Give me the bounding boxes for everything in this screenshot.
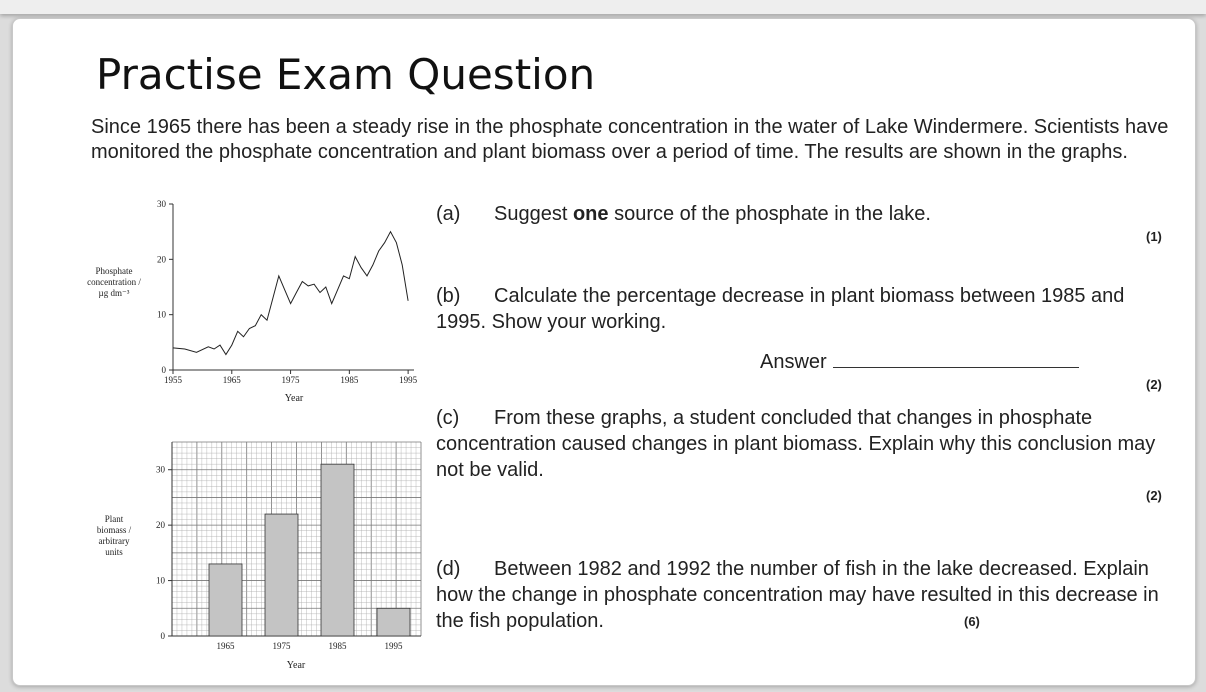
x-tick-label: 1965 [216, 641, 235, 651]
bar [209, 564, 242, 636]
question-b: (b) Calculate the percentage decrease in plant biomass between 1985 and 1995. Show your working. [436, 285, 1125, 333]
bar [265, 514, 298, 636]
y-tick-label: 20 [156, 520, 165, 531]
answer-label: Answer [760, 351, 827, 373]
question-d: (d) Between 1982 and 1992 the number of fish in the lake decreased. Explain how the change in phosphate concentration may have resulted in this decrease in the fish population. [436, 558, 1159, 632]
question-id: (a) [436, 203, 461, 225]
phosphate-series-line [173, 232, 408, 355]
x-axis-label: Year [286, 660, 306, 671]
bar [321, 464, 354, 636]
x-tick-label: 1995 [399, 375, 418, 385]
question-c: (c) From these graphs, a student concluded that changes in phosphate concentration caused changes in plant biomass. Explain why this conclusion may not be valid. [436, 407, 1156, 481]
question-id: (c) [436, 407, 460, 429]
y-tick-label: 0 [161, 365, 166, 375]
y-tick-label: 20 [157, 254, 166, 265]
bar [377, 608, 410, 636]
marks-d: (6) [964, 614, 980, 629]
y-axis-label-line: µg dm⁻³ [98, 288, 130, 298]
plant-biomass-bar-chart [76, 436, 426, 676]
phosphate-line-chart [76, 196, 426, 408]
y-axis-label [97, 514, 132, 557]
x-axis-label: Year [284, 393, 304, 404]
marks-a: (1) [1146, 229, 1162, 244]
y-tick-label: 0 [160, 631, 165, 641]
y-axis-label-line: arbitrary [98, 536, 130, 546]
page-title: Practise Exam Question [96, 50, 596, 99]
y-tick-label: 30 [157, 199, 166, 209]
y-axis-label-line: Plant [104, 514, 124, 524]
y-axis-label-line: biomass / [96, 525, 132, 535]
intro-text: Since 1965 there has been a steady rise in the phosphate concentration in the water of Lake Windermere. Scientists have monitored the phosphate concentration and plant biomass over a period of time. The results are shown in the graphs. [91, 116, 1169, 163]
y-tick-label: 10 [156, 575, 165, 586]
answer-line[interactable] [833, 351, 1079, 368]
y-tick-label: 30 [156, 464, 165, 475]
question-id: (b) [436, 285, 461, 307]
question-a: (a) Suggest one source of the phosphate in the lake. [436, 203, 931, 225]
y-axis-label [87, 266, 141, 298]
marks-c: (2) [1146, 488, 1162, 503]
window-top-bar [0, 0, 1206, 14]
y-axis-label-line: concentration / [87, 277, 141, 287]
x-tick-label: 1975 [281, 375, 300, 385]
x-tick-label: 1985 [328, 641, 347, 651]
y-axis-label-line: Phosphate [95, 266, 133, 276]
x-tick-label: 1975 [272, 641, 291, 651]
answer-row [760, 349, 1079, 375]
y-tick-label: 10 [157, 309, 166, 320]
y-axis-label-line: units [105, 547, 123, 557]
x-tick-label: 1995 [384, 641, 403, 651]
question-id: (d) [436, 558, 461, 580]
x-tick-label: 1965 [222, 375, 241, 385]
x-tick-label: 1955 [164, 375, 182, 385]
x-tick-label: 1985 [340, 375, 359, 385]
marks-b: (2) [1146, 377, 1162, 392]
